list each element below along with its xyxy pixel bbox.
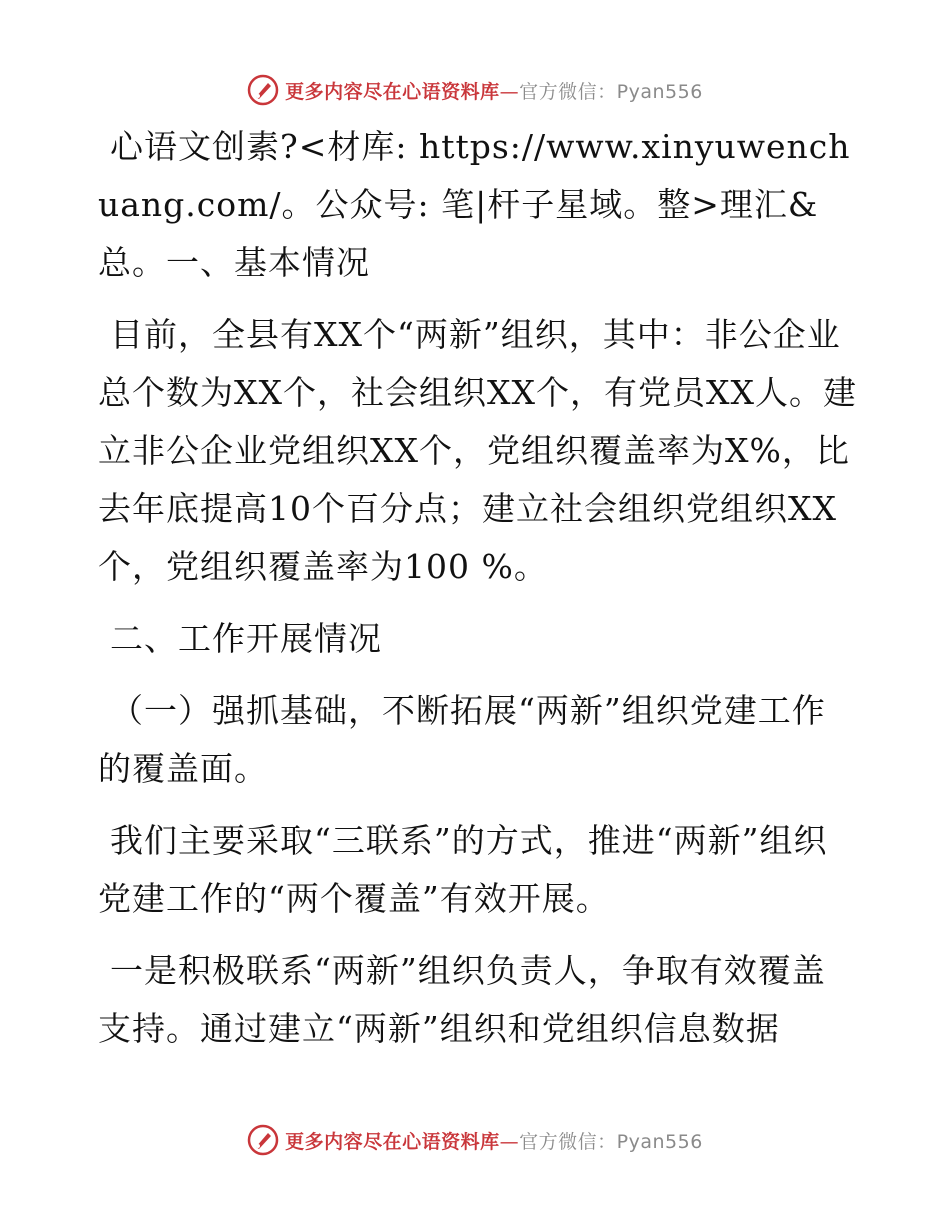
method-paragraph: 我们主要采取“三联系”的方式，推进“两新”组织党建工作的“两个覆盖”有效开展。 bbox=[98, 821, 828, 918]
footer-banner bbox=[0, 1120, 950, 1160]
subsection-heading-1: （一）强抓基础，不断拓展“两新”组织党建工作的覆盖面。 bbox=[98, 691, 826, 788]
banner-wechat-text: 官方微信：Pyan556 bbox=[519, 1130, 703, 1153]
banner-wechat-text: 官方微信：Pyan556 bbox=[519, 80, 703, 103]
document-body bbox=[98, 118, 858, 1058]
intro-paragraph: 心语文创素?<材库: https://www.xinyuwenchuang.com/。公众号: 笔|杆子星域。整>理汇&总。一、基本情况 bbox=[98, 127, 851, 282]
pen-nib-logo-icon bbox=[247, 1124, 279, 1156]
banner-text bbox=[285, 1127, 703, 1154]
first-measure-paragraph: 一是积极联系“两新”组织负责人，争取有效覆盖支持。通过建立“两新”组织和党组织信息数据 bbox=[98, 951, 826, 1048]
overview-paragraph: 目前，全县有XX个“两新”组织，其中：非公企业总个数为XX个，社会组织XX个，有党员XX人。建立非公企业党组织XX个，党组织覆盖率为X%，比去年底提高10个百分点；建立社会组织党组织XX个，党组织覆盖率为100 %。 bbox=[98, 315, 857, 586]
banner-dash: — bbox=[499, 80, 520, 103]
banner-main-text: 更多内容尽在心语资料库 bbox=[285, 1130, 500, 1153]
banner-main-text: 更多内容尽在心语资料库 bbox=[285, 80, 500, 103]
banner-text bbox=[285, 77, 703, 104]
section-heading-2: 二、工作开展情况 bbox=[110, 619, 382, 658]
pen-nib-logo-icon bbox=[247, 74, 279, 106]
banner-dash: — bbox=[499, 1130, 520, 1153]
header-banner bbox=[0, 70, 950, 110]
